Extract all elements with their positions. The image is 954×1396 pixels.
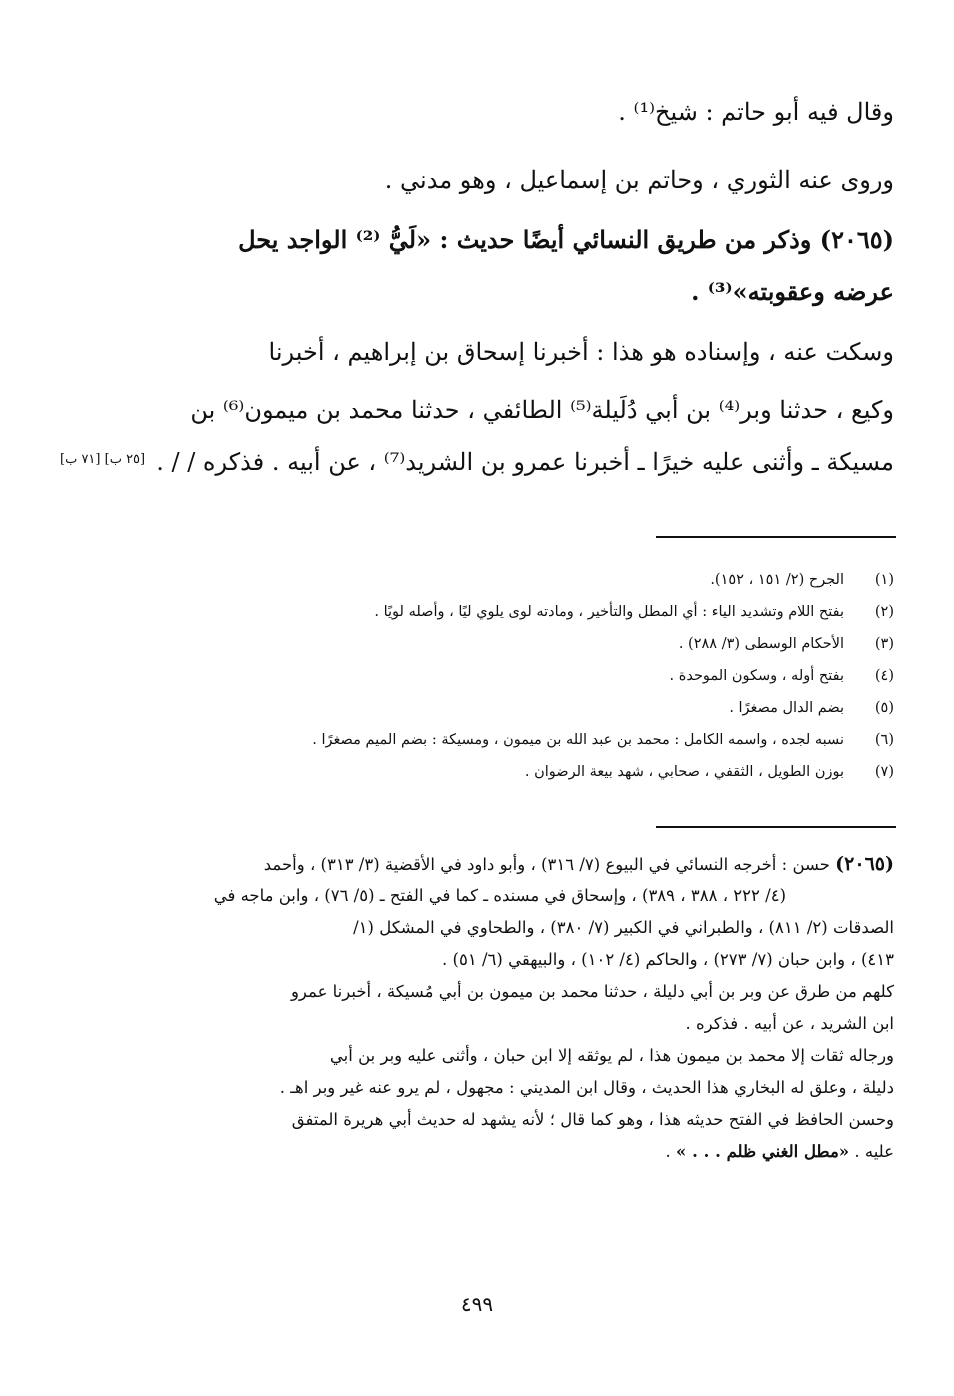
main-text-line: وروى عنه الثوري ، وحاتم بن إسماعيل ، وهو مدني . — [384, 166, 894, 194]
takhrij-line: الصدقات (٢/ ٨١١) ، والطبراني في الكبير (٧/ ٣٨٠) ، والطحاوي في المشكل (١/ — [353, 918, 894, 937]
footnote-item — [54, 698, 894, 730]
main-text-line: وكيع ، حدثنا وبر⁽⁴⁾ بن أبي دُلَيلة⁽⁵⁾ الطائفي ، حدثنا محمد بن ميمون⁽⁶⁾ بن — [190, 396, 894, 424]
footnote-item — [54, 666, 894, 698]
footnote-item — [54, 634, 894, 666]
takhrij-line: (٤/ ٢٢٢ ، ٣٨٨ ، ٣٨٩) ، وإسحاق في مسنده ـ كما في الفتح ـ (٥/ ٧٦) ، وابن ماجه في — [213, 886, 786, 905]
takhrij-hadith-number: (٢٠٦٥) — [835, 853, 894, 875]
takhrij-line-text: . — [665, 1142, 677, 1161]
manuscript-folio-note: [٢٥ ب] [٧١ ب] — [60, 452, 146, 467]
footnote-text: نسبه لجده ، واسمه الكامل : محمد بن عبد الله بن ميمون ، ومسيكة : بضم الميم مصغرًا . — [312, 732, 844, 748]
footnote-number: (٤) — [874, 668, 894, 684]
footnote-text: بوزن الطويل ، الثقفي ، صحابي ، شهد بيعة الرضوان . — [524, 764, 844, 780]
footnote-number: (٣) — [874, 636, 894, 652]
takhrij-line-text: عليه . — [849, 1142, 894, 1161]
footnotes-list — [54, 570, 894, 794]
footnote-item — [54, 730, 894, 762]
footnote-text: بفتح اللام وتشديد الياء : أي المطل والتأخير ، ومادته لوى يلوي ليًا ، وأصله لويًا . — [374, 604, 844, 620]
footnote-item — [54, 602, 894, 634]
takhrij-line: ورجاله ثقات إلا محمد بن ميمون هذا ، لم يوثقه إلا ابن حبان ، وأثنى عليه وبر بن أبي — [329, 1046, 894, 1065]
footnote-text: الأحكام الوسطى (٣/ ٢٨٨) . — [678, 636, 844, 652]
footnote-divider — [656, 536, 896, 538]
footnote-number: (٢) — [874, 604, 894, 620]
takhrij-last-line — [58, 1136, 894, 1168]
footnote-text: الجرح (٢/ ١٥١ ، ١٥٢). — [710, 572, 844, 588]
main-text-line: وقال فيه أبو حاتم : شيخ⁽¹⁾ . — [618, 98, 894, 126]
takhrij-line: دليلة ، وعلق له البخاري هذا الحديث ، وقال ابن المديني : مجهول ، لم يرو عنه غير وبر اهـ . — [279, 1078, 894, 1097]
hadith-heading-line: (٢٠٦٥) وذكر من طريق النسائي أيضًا حديث : «لَيُّ ⁽²⁾ الواجد يحل — [238, 225, 894, 254]
main-text-line: وسكت عنه ، وإسناده هو هذا : أخبرنا إسحاق بن إبراهيم ، أخبرنا — [268, 338, 894, 366]
takhrij-line-text: حسن : أخرجه النسائي في البيوع (٧/ ٣١٦) ، وأبو داود في الأقضية (٣/ ٣١٣) ، وأحمد — [263, 855, 830, 874]
footnote-number: (١) — [874, 572, 894, 588]
hadith-heading-line: عرضه وعقوبته»⁽³⁾ . — [691, 277, 894, 306]
footnote-text: بضم الدال مصغرًا . — [729, 700, 844, 716]
footnote-number: (٧) — [874, 764, 894, 780]
takhrij-section — [58, 848, 894, 1168]
footnote-item — [54, 762, 894, 794]
takhrij-line: كلهم من طرق عن وبر بن أبي دليلة ، حدثنا محمد بن ميمون بن أبي مُسيكة ، أخبرنا عمرو — [290, 982, 894, 1001]
takhrij-line: ٤١٣) ، وابن حبان (٧/ ٢٧٣) ، والحاكم (٤/ ١٠٢) ، والبيهقي (٦/ ٥١) . — [442, 950, 894, 969]
takhrij-line: ابن الشريد ، عن أبيه . فذكره . — [685, 1014, 894, 1033]
page-number: ٤٩٩ — [460, 1292, 494, 1316]
takhrij-line: وحسن الحافظ في الفتح حديثه هذا ، وهو كما قال ؛ لأنه يشهد له حديث أبي هريرة المتفق — [291, 1110, 894, 1129]
takhrij-first-line — [58, 848, 894, 880]
footnote-number: (٦) — [874, 732, 894, 748]
main-text-line: مسيكة ـ وأثنى عليه خيرًا ـ أخبرنا عمرو بن الشريد⁽⁷⁾ ، عن أبيه . فذكره / / . — [156, 448, 894, 476]
takhrij-divider — [656, 826, 896, 828]
footnote-item — [54, 570, 894, 602]
footnote-text: بفتح أوله ، وسكون الموحدة . — [669, 668, 844, 684]
footnote-number: (٥) — [874, 700, 894, 716]
quoted-hadith-text: «مطل الغني ظلم . . . » — [676, 1142, 850, 1161]
